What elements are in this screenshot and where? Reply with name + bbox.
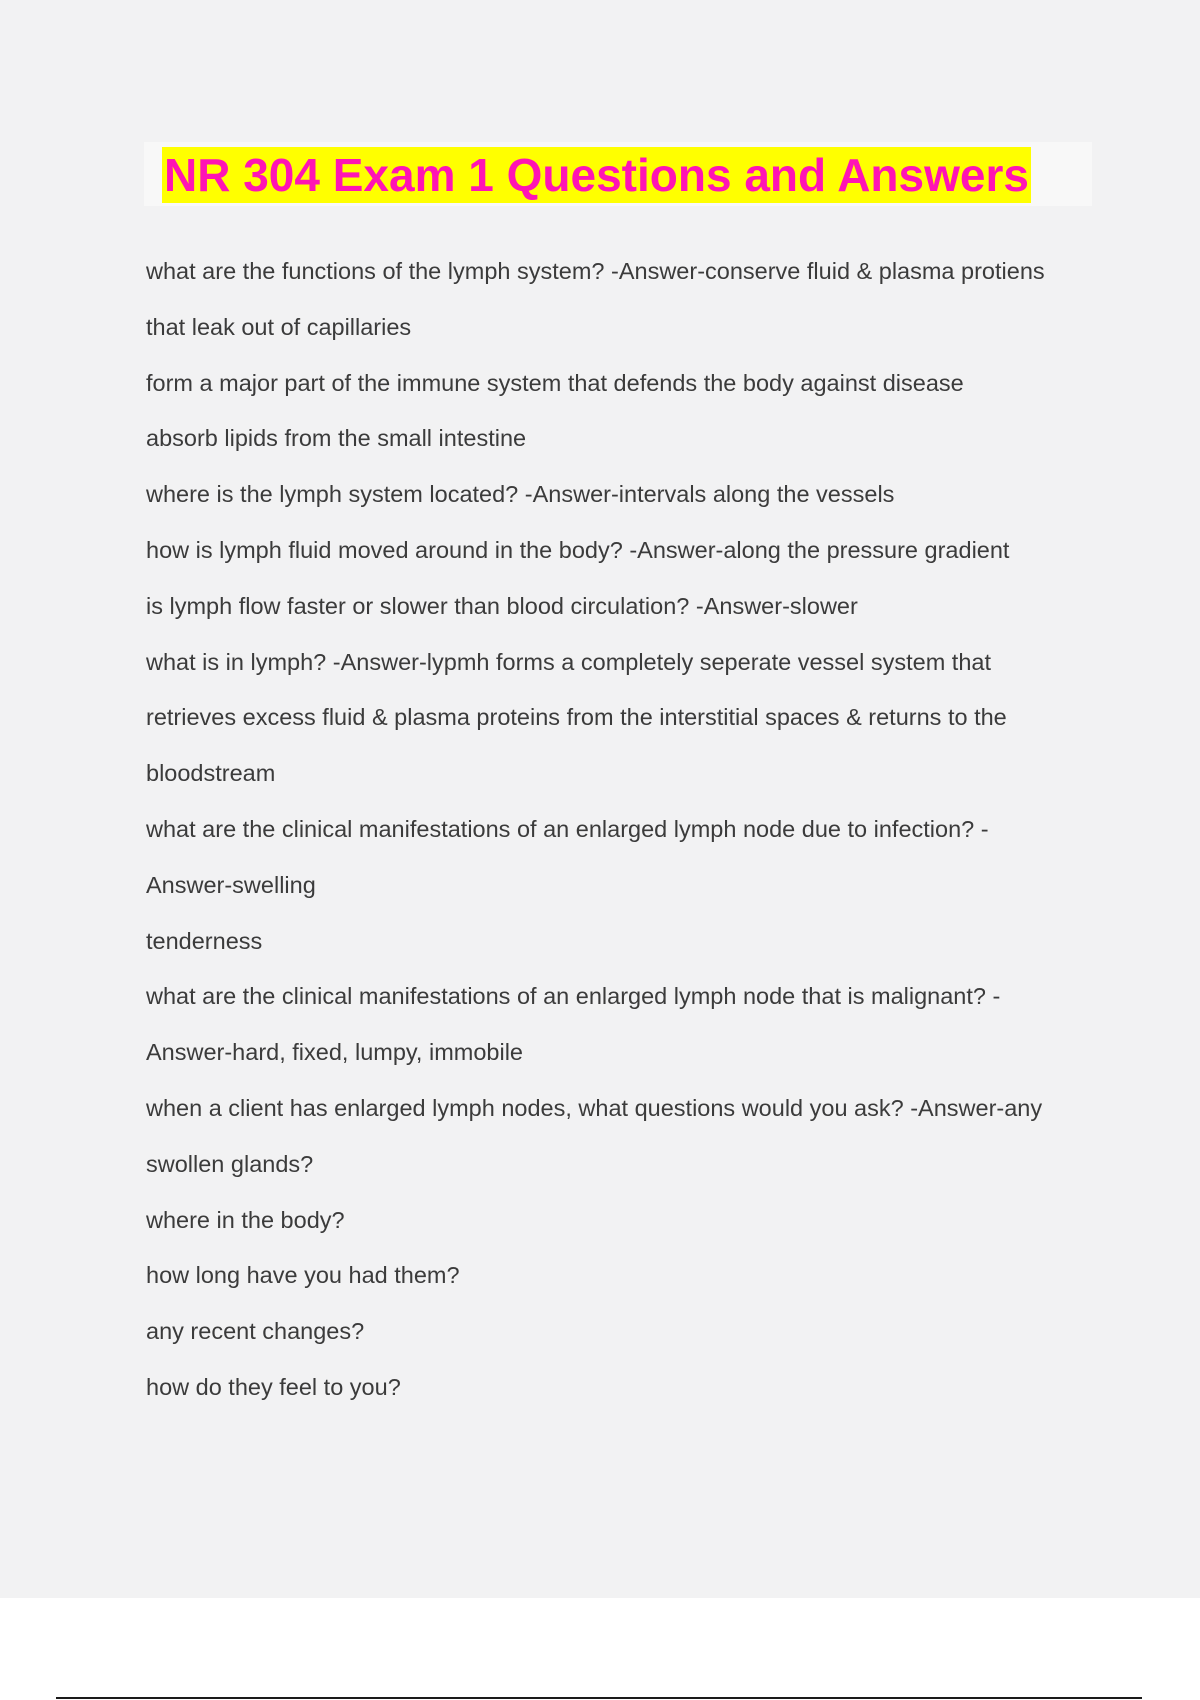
text-line: bloodstream [146, 760, 276, 787]
text-line: that leak out of capillaries [146, 313, 412, 340]
qa-text-body [146, 244, 1045, 1416]
text-line: where is the lymph system located? -Answer-intervals along the vessels [146, 481, 895, 508]
text-line: how is lymph fluid moved around in the body? -Answer-along the pressure gradient [146, 536, 1010, 563]
text-line: retrieves excess fluid & plasma proteins from the interstitial spaces & returns to the [146, 704, 1007, 731]
text-line: when a client has enlarged lymph nodes, what questions would you ask? -Answer-any [146, 1094, 1043, 1121]
text-line: what are the clinical manifestations of an enlarged lymph node that is malignant? - [146, 983, 1001, 1010]
text-line: absorb lipids from the small intestine [146, 425, 527, 452]
text-line: how do they feel to you? [146, 1373, 401, 1400]
text-line: what are the clinical manifestations of an enlarged lymph node due to infection? - [146, 815, 989, 842]
text-line: what are the functions of the lymph system? -Answer-conserve fluid & plasma protiens [146, 258, 1045, 284]
text-line: how long have you had them? [146, 1262, 460, 1289]
text-line: Answer-swelling [146, 871, 316, 898]
text-line: Answer-hard, fixed, lumpy, immobile [146, 1039, 523, 1066]
text-line: where in the body? [146, 1206, 345, 1233]
text-line: is lymph flow faster or slower than blood circulation? -Answer-slower [146, 592, 858, 619]
text-line: any recent changes? [146, 1318, 365, 1345]
text-line: form a major part of the immune system that defends the body against disease [146, 369, 964, 396]
text-line: tenderness [146, 927, 263, 954]
footer-divider [56, 1697, 1142, 1699]
text-line: what is in lymph? -Answer-lypmh forms a completely seperate vessel system that [146, 648, 992, 675]
document-title: NR 304 Exam 1 Questions and Answers [164, 149, 1029, 201]
text-line: swollen glands? [146, 1150, 314, 1177]
